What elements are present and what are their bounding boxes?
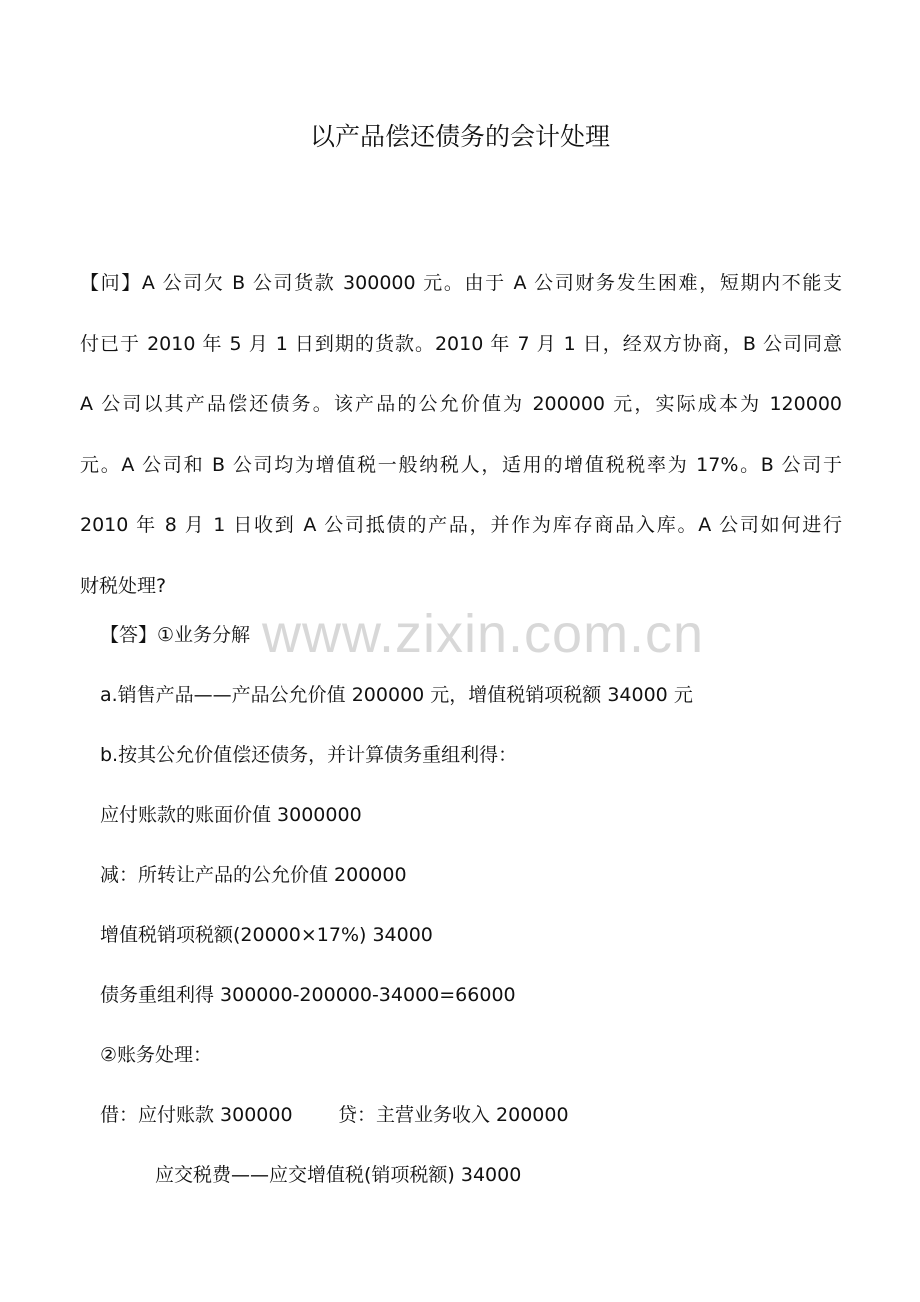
question-label: 【问】 [80,272,142,294]
journal-entry-credit-2: 应交税费——应交增值税(销项税额) 34000 [155,1164,522,1186]
journal-entry-credit: 贷：主营业务收入 200000 [338,1104,569,1126]
question-paragraph [80,253,842,616]
watermark: www.zixin.com.cn [262,604,705,664]
calc-line: 减：所转让产品的公允价值 200000 [100,864,407,886]
question-line: A 公司以其产品偿还债务。该产品的公允价值为 200000 元，实际成本为 120000 [80,393,842,415]
answer-item-a: a.销售产品——产品公允价值 200000 元，增值税销项税额 34000 元 [100,684,693,706]
question-line: 付已于 2010 年 5 月 1 日到期的货款。2010 年 7 月 1 日，经双方协商，B 公司同意 [80,332,842,355]
question-line: 元。A 公司和 B 公司均为增值税一般纳税人，适用的增值税税率为 17%。B 公司于 [80,453,842,476]
calc-line: 债务重组利得 300000-200000-34000=66000 [100,984,516,1006]
calc-line: 应付账款的账面价值 3000000 [100,804,362,826]
question-line: 【问】A 公司欠 B 公司货款 300000 元。由于 A 公司财务发生困难，短期内不能支 [80,272,842,294]
accounting-heading: ②账务处理： [100,1044,213,1066]
answer-item-b: b.按其公允价值偿还债务，并计算债务重组利得： [100,744,518,766]
calc-line: 增值税销项税额(20000×17%) 34000 [100,924,433,946]
document-title: 以产品偿还债务的会计处理 [309,122,610,151]
question-line: 2010 年 8 月 1 日收到 A 公司抵债的产品，并作为库存商品入库。A 公司如何进行 [80,514,842,536]
question-line: 财税处理? [80,574,167,597]
journal-entry-debit: 借：应付账款 300000 [100,1104,293,1126]
answer-heading: 【答】①业务分解 [100,624,251,646]
